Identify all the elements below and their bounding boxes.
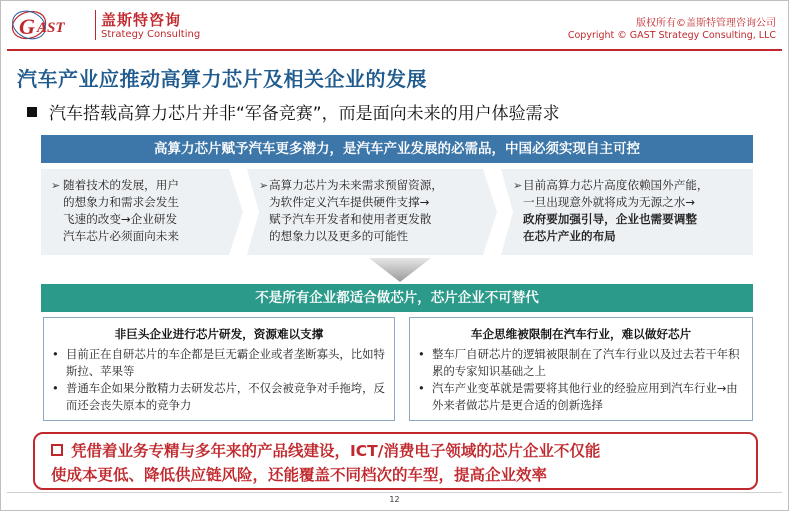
chevron-2-line: 赋予汽车开发者和使用者更发散 [269, 212, 432, 226]
chevron-1-line: 的想象力和需求会发生 [63, 195, 179, 209]
page-number: 12 [389, 495, 400, 504]
callout-line: 凭借着业务专精与多年来的产品线建设，ICT/消费电子领域的芯片企业不仅能 [71, 442, 601, 460]
footer-rule [7, 492, 782, 493]
left-box [43, 317, 395, 421]
down-arrow-icon [369, 258, 431, 282]
subtitle-text: 汽车搭载高算力芯片并非“军备竞赛”，而是面向未来的用户体验需求 [49, 104, 560, 124]
chevron-3-bold-line: 在芯片产业的布局 [523, 229, 616, 243]
banner-not-all-firms: 不是所有企业都适合做芯片，芯片企业不可替代 [41, 284, 753, 312]
arrow-bullet-icon: ➢ [259, 179, 269, 192]
chevron-2 [247, 169, 483, 255]
chevron-2-tip [483, 169, 497, 255]
right-box [409, 317, 753, 421]
brand-separator [95, 10, 96, 40]
arrow-bullet-icon: ➢ [51, 179, 61, 192]
header-rule [7, 49, 782, 51]
chevron-3-line: 一旦出现意外就将成为无源之水→ [523, 195, 696, 209]
banner-necessity: 高算力芯片赋予汽车更多潜力，是汽车产业发展的必需品，中国必须实现自主可控 [41, 135, 753, 163]
list-item: • 普通车企如果分散精力去研发芯片，不仅会被竞争对手拖垮，反而还会丧失原本的竞争力 [52, 381, 385, 412]
arrow-bullet-icon: ➢ [513, 179, 523, 192]
list-item: • 汽车产业变革就是需要将其他行业的经验应用到汽车行业→由外来者做芯片是更合适的创新选择 [418, 381, 738, 412]
copyright-cn: 版权所有©盖斯特管理咨询公司 [636, 18, 776, 29]
chevron-1-line: 汽车芯片必须面向未来 [63, 229, 179, 243]
callout-line: 使成本更低、降低供应链风险，还能覆盖不同档次的车型，提高企业效率 [51, 466, 548, 484]
square-bullet-icon [27, 107, 37, 117]
hollow-square-icon [51, 444, 63, 456]
chevron-3 [501, 169, 753, 255]
bullet-dot-icon: • [418, 347, 425, 361]
chevron-1-line: 飞速的改变→企业研发 [63, 212, 178, 226]
subtitle [27, 99, 560, 124]
brand-name-en: Strategy Consulting [101, 29, 201, 40]
left-box-title: 非巨头企业进行芯片研发，资源难以支撑 [114, 327, 324, 341]
chevron-3-line: 目前高算力芯片高度依赖国外产能， [523, 178, 709, 192]
chevron-1-tip [229, 169, 243, 255]
conclusion-callout [33, 432, 758, 490]
right-box-list [410, 346, 752, 414]
chevron-3-bold-line: 政府要加强引导，企业也需要调整 [523, 212, 697, 226]
bullet-dot-icon: • [52, 347, 59, 361]
page-title: 汽车产业应推动高算力芯片及相关企业的发展 [17, 67, 427, 91]
gast-logo [9, 7, 91, 43]
bullet-dot-icon: • [52, 381, 59, 395]
bullet-dot-icon: • [418, 381, 425, 395]
svg-text:G: G [19, 14, 35, 39]
left-box-list [44, 346, 394, 414]
chevron-1-line: 随着技术的发展，用户 [63, 178, 179, 192]
chevron-2-line: 为软件定义汽车提供硬件支撑→ [269, 195, 430, 209]
chevron-2-line: 高算力芯片为未来需求预留资源， [269, 178, 443, 192]
right-box-title: 车企思维被限制在汽车行业，难以做好芯片 [470, 327, 692, 341]
brand-name-cn: 盖斯特咨询 [101, 11, 182, 29]
list-item: • 目前正在自研芯片的车企都是巨无霸企业或者垄断寡头，比如特斯拉、苹果等 [52, 347, 385, 378]
list-item: • 整车厂自研芯片的逻辑被限制在了汽车行业以及过去若干年积累的专家知识基础之上 [418, 347, 740, 378]
chevron-2-line: 的想象力以及更多的可能性 [269, 229, 409, 243]
copyright-en: Copyright © GAST Strategy Consulting, LLC [567, 30, 776, 41]
svg-text:AST: AST [37, 20, 65, 36]
chevron-1 [41, 169, 229, 255]
